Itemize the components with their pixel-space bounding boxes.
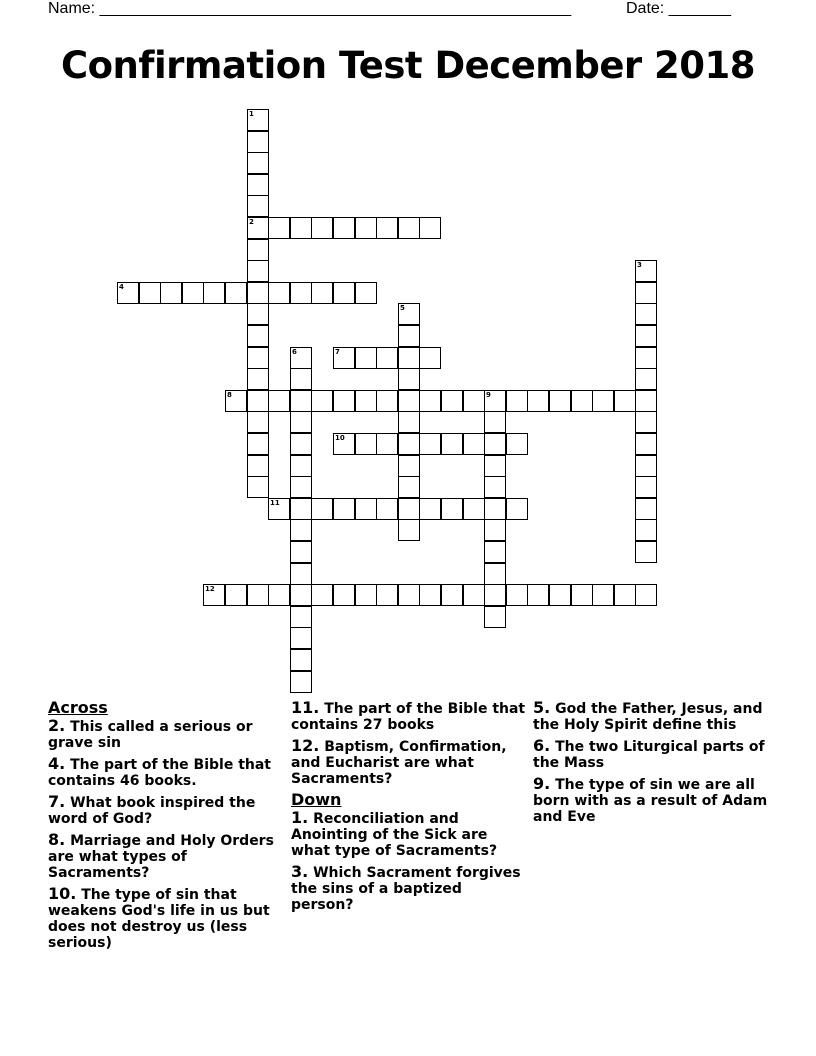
cell-number: 3 [637, 261, 642, 269]
crossword-cell[interactable] [549, 390, 571, 412]
cell-number: 4 [119, 283, 124, 291]
crossword-cell[interactable] [268, 584, 290, 606]
crossword-cell[interactable] [290, 541, 312, 563]
crossword-cell[interactable] [614, 584, 636, 606]
clue-text: Which Sacrament forgives the sins of a baptized person? [291, 865, 521, 913]
crossword-cell[interactable] [506, 584, 528, 606]
clue-down-1 [291, 810, 529, 859]
clue-number: 2. [48, 716, 66, 735]
crossword-cell[interactable] [635, 476, 657, 498]
crossword-cell[interactable] [571, 390, 593, 412]
cell-number: 10 [335, 434, 345, 442]
crossword-cell[interactable] [506, 498, 528, 520]
clue-down-5 [533, 700, 773, 733]
crossword-cell[interactable] [398, 433, 420, 455]
crossword-cell[interactable] [506, 390, 528, 412]
crossword-cell[interactable] [398, 347, 420, 369]
crossword-cell[interactable] [247, 152, 269, 174]
crossword-cell[interactable] [635, 455, 657, 477]
crossword-cell[interactable] [527, 584, 549, 606]
crossword-cell[interactable] [311, 498, 333, 520]
crossword-cell[interactable] [247, 584, 269, 606]
crossword-cell[interactable] [506, 433, 528, 455]
crossword-cell[interactable] [247, 131, 269, 153]
crossword-cell[interactable] [333, 498, 355, 520]
crossword-cell[interactable] [225, 282, 247, 304]
name-field-label[interactable]: Name: _____________________________________________________ [48, 0, 572, 17]
crossword-cell[interactable] [247, 455, 269, 477]
crossword-cell[interactable] [549, 584, 571, 606]
clue-number: 1. [291, 808, 309, 827]
cell-number: 2 [249, 218, 254, 226]
clue-text: Baptism, Confirmation, and Eucharist are what Sacraments? [291, 739, 507, 787]
crossword-cell[interactable] [463, 498, 485, 520]
crossword-cell[interactable] [376, 433, 398, 455]
clue-across-10 [48, 886, 276, 951]
crossword-cell[interactable] [484, 433, 506, 455]
crossword-cell[interactable] [247, 411, 269, 433]
clue-text: The type of sin we are all born with as a result of Adam and Eve [533, 777, 768, 825]
crossword-cell[interactable] [376, 347, 398, 369]
crossword-cell[interactable] [355, 390, 377, 412]
crossword-cell[interactable] [225, 584, 247, 606]
crossword-cell[interactable] [419, 433, 441, 455]
clue-text: God the Father, Jesus, and the Holy Spirit define this [533, 701, 763, 733]
crossword-cell[interactable] [290, 563, 312, 585]
cell-number: 11 [270, 499, 280, 507]
crossword-cell[interactable] [311, 282, 333, 304]
crossword-cell[interactable] [290, 217, 312, 239]
crossword-cell[interactable] [592, 390, 614, 412]
crossword-cell[interactable] [527, 390, 549, 412]
crossword-cell[interactable] [139, 282, 161, 304]
crossword-cell[interactable] [290, 649, 312, 671]
clue-number: 4. [48, 754, 66, 773]
clue-number: 7. [48, 792, 66, 811]
crossword-cell[interactable] [290, 411, 312, 433]
clue-text: The part of the Bible that contains 27 books [291, 701, 526, 733]
crossword-cell[interactable] [376, 584, 398, 606]
page-title: Confirmation Test December 2018 [60, 44, 756, 87]
across-heading: Across [48, 698, 108, 717]
clue-across-11 [291, 700, 529, 733]
clue-across-8 [48, 832, 276, 881]
crossword-cell[interactable] [441, 498, 463, 520]
crossword-cell[interactable] [333, 390, 355, 412]
crossword-cell[interactable] [398, 368, 420, 390]
crossword-cell[interactable] [635, 519, 657, 541]
clues-column-2 [291, 700, 529, 918]
crossword-cell[interactable] [290, 476, 312, 498]
crossword-cell[interactable] [247, 433, 269, 455]
crossword-cell[interactable] [290, 390, 312, 412]
crossword-cell[interactable] [247, 282, 269, 304]
clue-text: Reconciliation and Anointing of the Sick are what type of Sacraments? [291, 811, 498, 859]
clues-column-3 [533, 700, 773, 830]
crossword-cell[interactable] [311, 584, 333, 606]
crossword-cell[interactable] [355, 282, 377, 304]
clue-number: 10. [48, 884, 77, 903]
crossword-cell[interactable] [614, 390, 636, 412]
cell-number: 6 [292, 348, 297, 356]
crossword-cell[interactable] [268, 282, 290, 304]
crossword-cell[interactable] [635, 347, 657, 369]
crossword-cell[interactable] [419, 390, 441, 412]
clue-number: 12. [291, 736, 320, 755]
crossword-cell[interactable] [398, 455, 420, 477]
crossword-cell[interactable] [290, 627, 312, 649]
cell-number: 5 [400, 304, 405, 312]
crossword-cell[interactable] [311, 390, 333, 412]
crossword-cell[interactable] [333, 584, 355, 606]
crossword-cell[interactable] [484, 411, 506, 433]
crossword-cell[interactable] [333, 217, 355, 239]
crossword-cell[interactable] [398, 519, 420, 541]
clues-column-1 [48, 700, 276, 956]
crossword-cell[interactable] [398, 325, 420, 347]
crossword-cell[interactable] [484, 519, 506, 541]
date-field-label[interactable]: Date: _______ [626, 0, 731, 17]
crossword-cell[interactable] [398, 411, 420, 433]
crossword-cell[interactable] [441, 390, 463, 412]
clue-text: The part of the Bible that contains 46 books. [48, 757, 271, 789]
crossword-cell[interactable] [355, 584, 377, 606]
clue-number: 3. [291, 862, 309, 881]
crossword-cell[interactable] [484, 606, 506, 628]
crossword-cell[interactable] [203, 282, 225, 304]
clue-number: 11. [291, 698, 320, 717]
crossword-cell[interactable] [635, 498, 657, 520]
crossword-cell[interactable] [441, 433, 463, 455]
crossword-cell[interactable] [484, 584, 506, 606]
crossword-cell[interactable] [290, 584, 312, 606]
crossword-cell[interactable] [635, 541, 657, 563]
clue-number: 8. [48, 830, 66, 849]
crossword-cell[interactable] [247, 239, 269, 261]
crossword-cell[interactable] [290, 671, 312, 693]
crossword-cell[interactable] [247, 347, 269, 369]
clue-across-12 [291, 738, 529, 787]
crossword-cell[interactable] [398, 390, 420, 412]
crossword-cell[interactable] [290, 433, 312, 455]
crossword-cell[interactable] [290, 455, 312, 477]
crossword-cell[interactable] [635, 584, 657, 606]
crossword-cell[interactable] [398, 476, 420, 498]
clue-text: Marriage and Holy Orders are what types of Sacraments? [48, 833, 274, 881]
crossword-cell[interactable] [484, 498, 506, 520]
crossword-cell[interactable] [635, 390, 657, 412]
crossword-cell[interactable] [290, 498, 312, 520]
crossword-cell[interactable] [247, 260, 269, 282]
crossword-cell[interactable] [635, 303, 657, 325]
crossword-cell[interactable] [484, 541, 506, 563]
crossword-cell[interactable] [290, 282, 312, 304]
clue-across-2 [48, 718, 276, 751]
clue-down-9 [533, 776, 773, 825]
clue-text: This called a serious or grave sin [48, 719, 253, 751]
cell-number: 12 [205, 585, 215, 593]
crossword-cell[interactable] [635, 282, 657, 304]
crossword-cell[interactable] [419, 498, 441, 520]
crossword-cell[interactable] [182, 282, 204, 304]
crossword-cell[interactable] [247, 368, 269, 390]
crossword-cell[interactable] [635, 433, 657, 455]
cell-number: 8 [227, 391, 232, 399]
crossword-cell[interactable] [247, 303, 269, 325]
crossword-cell[interactable] [419, 584, 441, 606]
crossword-cell[interactable] [311, 217, 333, 239]
crossword-cell[interactable] [463, 433, 485, 455]
clue-across-7 [48, 794, 276, 827]
crossword-cell[interactable] [355, 217, 377, 239]
crossword-cell[interactable] [484, 455, 506, 477]
crossword-cell[interactable] [290, 606, 312, 628]
crossword-cell[interactable] [376, 498, 398, 520]
crossword-cell[interactable] [160, 282, 182, 304]
crossword-cell[interactable] [247, 325, 269, 347]
clue-text: The two Liturgical parts of the Mass [533, 739, 765, 771]
crossword-cell[interactable] [290, 368, 312, 390]
crossword-cell[interactable] [355, 433, 377, 455]
crossword-cell[interactable] [419, 217, 441, 239]
clue-down-6 [533, 738, 773, 771]
crossword-cell[interactable] [247, 195, 269, 217]
crossword-cell[interactable] [247, 390, 269, 412]
crossword-cell[interactable] [247, 476, 269, 498]
crossword-cell[interactable] [571, 584, 593, 606]
crossword-cell[interactable] [268, 390, 290, 412]
crossword-cell[interactable] [398, 498, 420, 520]
crossword-cell[interactable] [463, 390, 485, 412]
crossword-cell[interactable] [398, 584, 420, 606]
crossword-cell[interactable] [484, 476, 506, 498]
cell-number: 9 [486, 391, 491, 399]
clue-across-4 [48, 756, 276, 789]
crossword-cell[interactable] [419, 347, 441, 369]
clue-text: What book inspired the word of God? [48, 795, 256, 827]
crossword-cell[interactable] [355, 498, 377, 520]
clue-number: 6. [533, 736, 551, 755]
clue-down-3 [291, 864, 529, 913]
crossword-cell[interactable] [635, 411, 657, 433]
clue-text: The type of sin that weakens God's life in us but does not destroy us (less serious) [48, 887, 270, 951]
crossword-cell[interactable] [290, 519, 312, 541]
clue-number: 5. [533, 698, 551, 717]
crossword-cell[interactable] [463, 584, 485, 606]
crossword-cell[interactable] [635, 368, 657, 390]
crossword-cell[interactable] [333, 282, 355, 304]
cell-number: 1 [249, 110, 254, 118]
crossword-cell[interactable] [484, 563, 506, 585]
crossword-cell[interactable] [376, 217, 398, 239]
crossword-cell[interactable] [247, 174, 269, 196]
crossword-cell[interactable] [592, 584, 614, 606]
crossword-cell[interactable] [268, 217, 290, 239]
crossword-cell[interactable] [376, 390, 398, 412]
crossword-cell[interactable] [355, 347, 377, 369]
crossword-cell[interactable] [398, 217, 420, 239]
down-heading: Down [291, 790, 342, 809]
cell-number: 7 [335, 348, 340, 356]
clue-number: 9. [533, 774, 551, 793]
crossword-cell[interactable] [635, 325, 657, 347]
crossword-cell[interactable] [441, 584, 463, 606]
